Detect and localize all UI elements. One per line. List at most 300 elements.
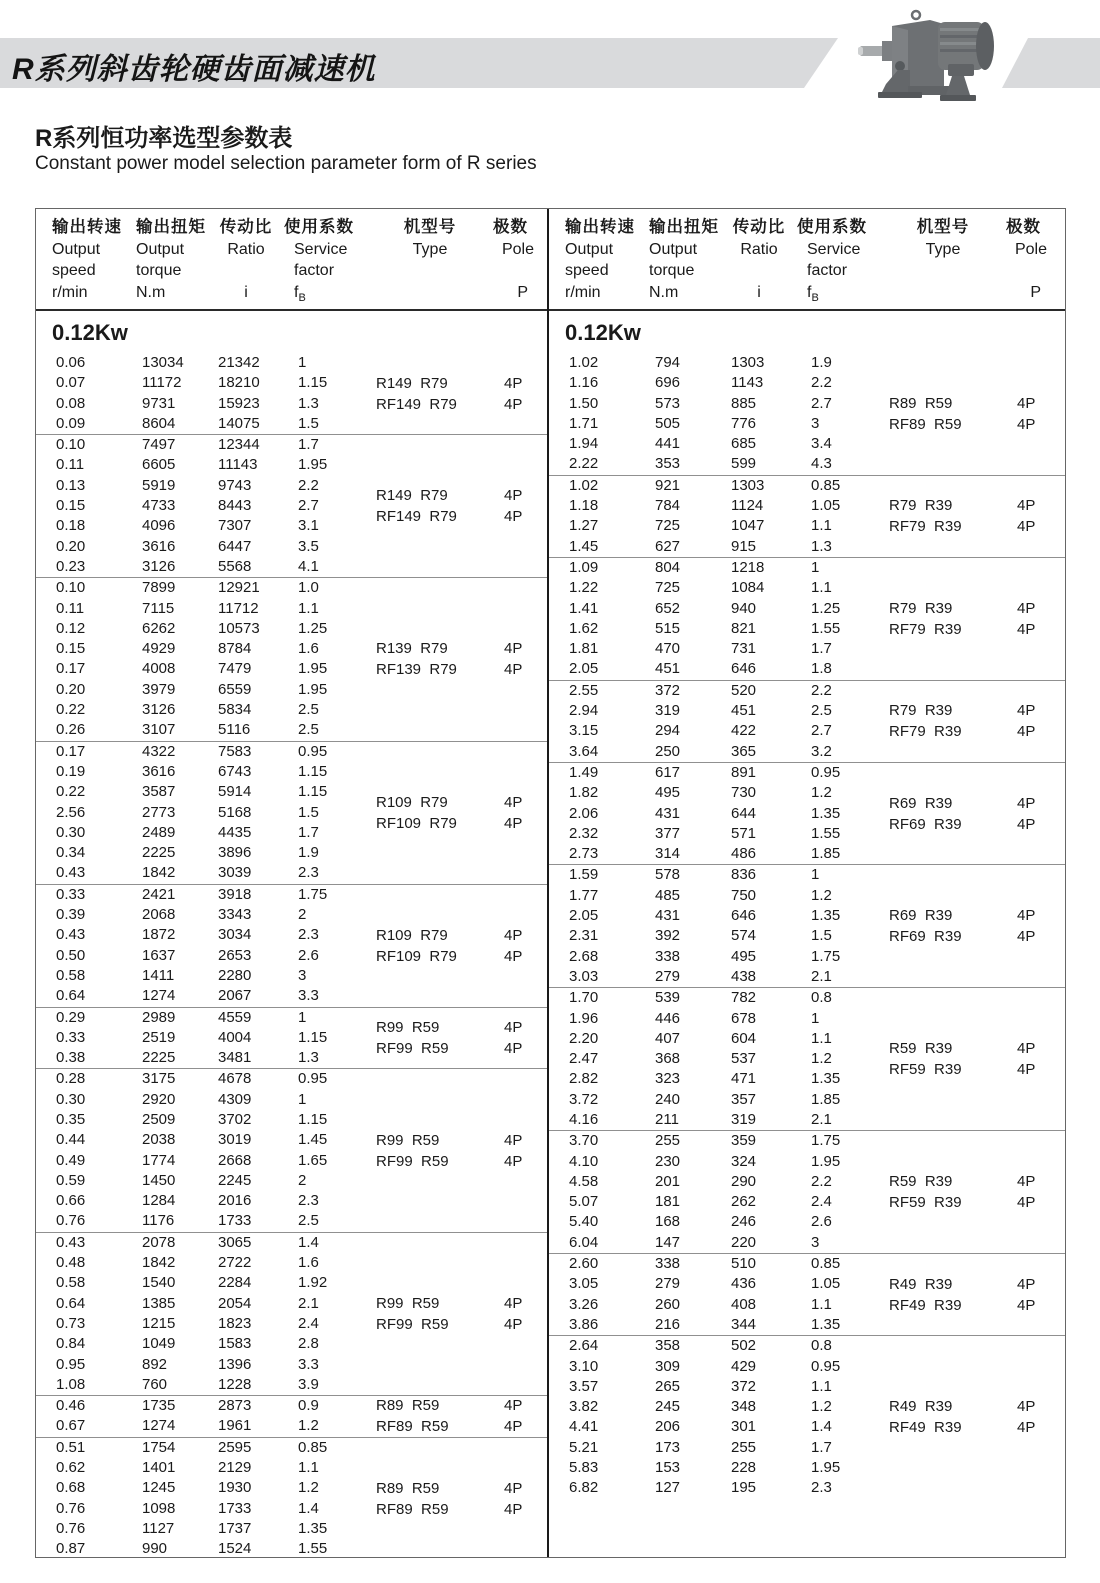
output-speed-value: 2.64	[569, 1337, 599, 1355]
data-row	[36, 1334, 547, 1354]
output-torque-value: 245	[655, 1398, 681, 1416]
output-torque-value: 4096	[142, 517, 176, 535]
service-factor-value: 2.2	[811, 1172, 832, 1190]
service-factor-value: 0.95	[298, 1070, 328, 1088]
output-speed-value: 0.76	[56, 1519, 86, 1537]
output-speed-value: 0.49	[56, 1151, 86, 1169]
service-factor-value: 1.2	[811, 1398, 832, 1416]
output-torque-value: 451	[655, 660, 681, 678]
output-speed-value: 1.50	[569, 394, 599, 412]
service-factor-value: 2.2	[298, 476, 319, 494]
series-banner-title: R系列斜齿轮硬齿面减速机	[12, 53, 376, 86]
output-speed-value: 0.34	[56, 844, 86, 862]
type-group	[36, 577, 547, 740]
data-row	[36, 599, 547, 619]
output-torque-value: 2509	[142, 1110, 176, 1128]
ratio-value: 6743	[218, 762, 252, 780]
type-pole-block	[376, 638, 522, 680]
ratio-value: 1303	[731, 354, 765, 371]
ratio-value: 7307	[218, 517, 252, 535]
output-speed-value: 0.68	[56, 1479, 86, 1497]
output-torque-value: 240	[655, 1090, 681, 1108]
type-label: RF79 R39	[889, 723, 962, 741]
output-torque-value: 3126	[142, 557, 176, 575]
output-torque-value: 617	[655, 763, 681, 781]
output-torque-value: 696	[655, 374, 681, 392]
service-factor-value: 0.9	[298, 1397, 319, 1415]
ratio-value: 12921	[218, 579, 260, 597]
output-torque-value: 173	[655, 1438, 681, 1456]
service-factor-value: 1.15	[298, 783, 328, 801]
output-speed-value: 2.68	[569, 947, 599, 965]
output-speed-value: 5.40	[569, 1213, 599, 1231]
service-factor-value: 1.95	[811, 1459, 841, 1477]
service-factor-value: 2.1	[811, 967, 832, 985]
type-label: R109 R79	[376, 793, 448, 811]
service-factor-value: 0.85	[811, 1255, 841, 1273]
ratio-value: 6447	[218, 537, 252, 555]
pole-label: 4P	[504, 1418, 523, 1436]
ratio-value: 4309	[218, 1090, 252, 1108]
type-label: R109 R79	[376, 926, 448, 944]
data-row	[36, 986, 547, 1006]
ratio-value: 2873	[218, 1397, 252, 1415]
type-group	[36, 1395, 547, 1437]
type-group	[549, 353, 1065, 475]
output-torque-value: 627	[655, 537, 681, 555]
output-torque-value: 353	[655, 455, 681, 473]
type-pole-block	[376, 792, 522, 834]
type-label: RF89 R59	[376, 1418, 449, 1436]
output-torque-value: 515	[655, 619, 681, 637]
data-row	[549, 558, 1065, 578]
ratio-value: 1124	[731, 497, 764, 515]
type-label: RF99 R59	[376, 1152, 449, 1170]
ratio-value: 1733	[218, 1499, 252, 1517]
pole-label: 4P	[504, 1131, 523, 1149]
pole-label: 4P	[504, 640, 523, 658]
output-torque-value: 794	[655, 354, 681, 371]
data-row	[36, 1438, 547, 1458]
output-speed-value: 1.77	[569, 886, 599, 904]
output-torque-value: 4322	[142, 742, 176, 760]
service-factor-value: 1.05	[811, 1275, 841, 1293]
data-row	[549, 1254, 1065, 1274]
output-torque-value: 2920	[142, 1090, 176, 1108]
service-factor-value: 2.3	[298, 1192, 319, 1210]
type-label: R149 R79	[376, 374, 448, 392]
service-factor-value: 4.1	[298, 557, 319, 575]
type-pole-block	[889, 905, 1035, 947]
output-torque-value: 431	[655, 907, 681, 925]
service-factor-value: 1.3	[811, 537, 832, 555]
output-speed-value: 0.26	[56, 721, 86, 739]
output-torque-value: 1176	[142, 1212, 175, 1230]
ratio-value: 5116	[218, 721, 251, 739]
service-factor-value: 1.85	[811, 845, 841, 863]
service-factor-value: 4.3	[811, 455, 832, 473]
output-torque-value: 255	[655, 1132, 681, 1150]
type-pole-block	[889, 1171, 1035, 1213]
data-row	[549, 681, 1065, 701]
service-factor-value: 1.35	[298, 1519, 328, 1537]
service-factor-value: 0.95	[811, 763, 841, 781]
service-factor-value: 1.6	[298, 1254, 319, 1272]
output-speed-value: 1.71	[569, 414, 599, 432]
pole-label: 4P	[504, 395, 523, 413]
service-factor-value: 1.35	[811, 907, 841, 925]
data-row	[36, 1519, 547, 1539]
type-label: R89 R59	[376, 1397, 440, 1415]
output-speed-value: 1.82	[569, 784, 599, 802]
output-speed-value: 0.22	[56, 701, 86, 719]
output-torque-value: 1872	[142, 926, 176, 944]
service-factor-value: 1.1	[811, 1029, 832, 1047]
ratio-value: 2668	[218, 1151, 252, 1169]
type-label: R139 R79	[376, 640, 448, 658]
data-row	[36, 966, 547, 986]
output-torque-value: 2068	[142, 906, 176, 924]
output-torque-value: 206	[655, 1418, 681, 1436]
output-speed-value: 1.09	[569, 558, 599, 576]
output-speed-value: 0.12	[56, 619, 86, 637]
service-factor-value: 1	[811, 1009, 820, 1027]
output-torque-value: 147	[655, 1233, 681, 1251]
service-factor-value: 3	[811, 414, 820, 432]
output-torque-value: 309	[655, 1357, 681, 1375]
type-label: RF59 R39	[889, 1061, 962, 1079]
output-torque-value: 392	[655, 927, 681, 945]
service-factor-value: 3.9	[298, 1375, 319, 1393]
type-pole-block	[376, 1130, 522, 1172]
pole-label: 4P	[504, 814, 523, 832]
output-torque-value: 441	[655, 435, 681, 453]
output-speed-value: 0.15	[56, 640, 86, 658]
output-torque-value: 265	[655, 1377, 681, 1395]
service-factor-value: 1.1	[298, 1459, 319, 1477]
output-speed-value: 1.94	[569, 435, 599, 453]
output-speed-value: 0.76	[56, 1499, 86, 1517]
service-factor-value: 2.5	[298, 721, 319, 739]
type-group	[549, 1253, 1065, 1335]
output-speed-value: 0.07	[56, 374, 86, 392]
type-label: R79 R39	[889, 599, 953, 617]
output-speed-value: 0.20	[56, 537, 86, 555]
data-row	[36, 435, 547, 455]
ratio-value: 1047	[731, 517, 765, 535]
output-speed-value: 0.20	[56, 680, 86, 698]
output-torque-value: 2038	[142, 1131, 176, 1149]
output-speed-value: 0.50	[56, 946, 86, 964]
output-torque-value: 2225	[142, 844, 176, 862]
service-factor-value: 3.3	[298, 1355, 319, 1373]
ratio-value: 2653	[218, 946, 252, 964]
data-row	[36, 1253, 547, 1273]
output-speed-value: 1.70	[569, 989, 599, 1007]
pole-label: 4P	[1017, 599, 1036, 617]
output-torque-value: 4733	[142, 497, 176, 515]
data-row	[36, 1171, 547, 1191]
data-row	[549, 1377, 1065, 1397]
output-speed-value: 1.02	[569, 476, 599, 494]
output-speed-value: 1.18	[569, 497, 599, 515]
ratio-value: 429	[731, 1357, 757, 1375]
output-torque-value: 358	[655, 1337, 681, 1355]
output-torque-value: 1098	[142, 1499, 176, 1517]
pole-label: 4P	[504, 947, 523, 965]
output-speed-value: 0.64	[56, 1294, 86, 1312]
pole-label: 4P	[1017, 1275, 1036, 1293]
col-header-type: 机型号 Type	[403, 218, 457, 258]
ratio-value: 599	[731, 455, 757, 473]
col-header-service-factor: 使用系数 Service factor $f_B$	[797, 218, 867, 304]
output-speed-value: 2.94	[569, 702, 599, 720]
service-factor-value: 3.2	[811, 742, 832, 760]
ratio-value: 18210	[218, 374, 260, 392]
output-speed-value: 1.27	[569, 517, 599, 535]
data-row	[549, 886, 1065, 906]
ratio-value: 2280	[218, 966, 252, 984]
data-row	[36, 863, 547, 883]
service-factor-value: 2.2	[811, 374, 832, 392]
output-torque-value: 11172	[142, 374, 182, 392]
output-torque-value: 1842	[142, 1254, 176, 1272]
output-torque-value: 784	[655, 497, 681, 515]
output-speed-value: 0.22	[56, 783, 86, 801]
output-torque-value: 578	[655, 866, 681, 884]
output-speed-value: 3.70	[569, 1132, 599, 1150]
ratio-value: 255	[731, 1438, 757, 1456]
output-speed-value: 0.28	[56, 1070, 86, 1088]
output-speed-value: 4.58	[569, 1172, 599, 1190]
ratio-value: 451	[731, 702, 757, 720]
ratio-value: 685	[731, 435, 757, 453]
type-pole-block	[376, 1478, 522, 1520]
banner-accent-strip	[1002, 38, 1100, 88]
output-torque-value: 6262	[142, 619, 176, 637]
output-torque-value: 652	[655, 599, 681, 617]
col-header-ratio: 传动比 Ratio i	[219, 218, 273, 301]
output-speed-value: 0.62	[56, 1459, 86, 1477]
type-pole-block	[376, 925, 522, 967]
right-groups	[549, 353, 1065, 1499]
type-pole-block	[889, 1396, 1035, 1438]
pole-label: 4P	[504, 1018, 523, 1036]
output-torque-value: 725	[655, 579, 681, 597]
type-label: RF149 R79	[376, 508, 457, 526]
output-speed-value: 0.11	[56, 599, 85, 617]
pole-label: 4P	[504, 1294, 523, 1312]
data-row	[36, 1375, 547, 1395]
ratio-value: 14075	[218, 414, 260, 432]
type-pole-block	[376, 373, 522, 415]
type-group	[36, 434, 547, 577]
output-speed-value: 1.62	[569, 619, 599, 637]
pole-label: 4P	[504, 661, 523, 679]
output-torque-value: 1450	[142, 1171, 176, 1189]
service-factor-value: 2.3	[298, 864, 319, 882]
ratio-value: 836	[731, 866, 757, 884]
output-speed-value: 6.82	[569, 1479, 599, 1497]
data-row	[549, 1110, 1065, 1130]
ratio-value: 438	[731, 967, 757, 985]
output-speed-value: 0.08	[56, 394, 86, 412]
ratio-value: 1228	[218, 1375, 252, 1393]
output-speed-value: 1.49	[569, 763, 599, 781]
data-row	[36, 1090, 547, 1110]
output-torque-value: 1637	[142, 946, 176, 964]
ratio-value: 7583	[218, 742, 252, 760]
service-factor-value: 1.8	[811, 660, 832, 678]
ratio-value: 324	[731, 1152, 757, 1170]
type-pole-block	[889, 700, 1035, 742]
data-row	[36, 537, 547, 557]
type-group	[36, 1232, 547, 1395]
data-row	[549, 434, 1065, 454]
type-pole-block	[376, 485, 522, 527]
pole-label: 4P	[1017, 815, 1036, 833]
output-speed-value: 1.41	[569, 599, 599, 617]
service-factor-value: 1.5	[298, 414, 319, 432]
output-speed-value: 0.59	[56, 1171, 86, 1189]
ratio-value: 3343	[218, 906, 252, 924]
ratio-value: 486	[731, 845, 757, 863]
type-label: RF49 R39	[889, 1296, 962, 1314]
data-row	[549, 1315, 1065, 1335]
pole-label: 4P	[504, 508, 523, 526]
output-torque-value: 3616	[142, 762, 176, 780]
service-factor-value: 3	[811, 1233, 820, 1251]
ratio-value: 344	[731, 1315, 757, 1333]
data-row	[36, 1191, 547, 1211]
service-factor-value: 1.2	[298, 1479, 319, 1497]
power-section-label: 0.12Kw	[52, 320, 128, 345]
col-header-ratio: 传动比 Ratio i	[732, 218, 786, 301]
data-row	[36, 1273, 547, 1293]
service-factor-value: 0.85	[298, 1438, 328, 1456]
service-factor-value: 1.95	[298, 660, 328, 678]
pole-label: 4P	[1017, 1173, 1036, 1191]
output-speed-value: 0.39	[56, 906, 86, 924]
output-speed-value: 3.86	[569, 1315, 599, 1333]
output-speed-value: 6.04	[569, 1233, 599, 1251]
output-speed-value: 0.17	[56, 742, 86, 760]
ratio-value: 782	[731, 989, 757, 1007]
ratio-value: 730	[731, 784, 757, 802]
type-pole-block	[376, 1017, 522, 1059]
ratio-value: 5568	[218, 557, 252, 575]
data-row	[549, 1009, 1065, 1029]
output-torque-value: 1049	[142, 1335, 176, 1353]
output-torque-value: 250	[655, 742, 681, 760]
ratio-value: 4678	[218, 1070, 252, 1088]
service-factor-value: 2.5	[298, 1212, 319, 1230]
service-factor-value: 2.7	[811, 722, 832, 740]
ratio-value: 1084	[731, 579, 765, 597]
output-speed-value: 0.95	[56, 1355, 86, 1373]
data-row	[36, 1539, 547, 1559]
output-torque-value: 1401	[142, 1459, 176, 1477]
ratio-value: 3481	[218, 1049, 252, 1067]
pole-label: 4P	[1017, 620, 1036, 638]
service-factor-value: 1.2	[811, 784, 832, 802]
data-row	[36, 905, 547, 925]
output-speed-value: 0.67	[56, 1417, 86, 1435]
data-row	[549, 763, 1065, 783]
type-pole-block	[889, 1274, 1035, 1316]
ratio-value: 4004	[218, 1028, 252, 1046]
service-factor-value: 1.25	[298, 619, 328, 637]
service-factor-value: 2.3	[298, 926, 319, 944]
ratio-value: 9743	[218, 476, 252, 494]
output-torque-value: 2989	[142, 1008, 176, 1026]
ratio-value: 1524	[218, 1540, 252, 1558]
ratio-value: 4559	[218, 1008, 252, 1026]
service-factor-value: 2.7	[811, 394, 832, 412]
ratio-value: 5168	[218, 803, 252, 821]
col-header-output-torque: 输出扭矩 Output torque N.m	[136, 218, 206, 301]
service-factor-value: 1.75	[811, 1132, 841, 1150]
ratio-value: 359	[731, 1132, 757, 1150]
output-torque-value: 1274	[142, 1417, 176, 1435]
output-torque-value: 1411	[142, 966, 175, 984]
service-factor-value: 1.1	[811, 579, 832, 597]
type-pole-block	[889, 598, 1035, 640]
output-speed-value: 0.11	[56, 456, 85, 474]
ratio-value: 1583	[218, 1335, 252, 1353]
data-row	[36, 414, 547, 434]
type-label: R99 R59	[376, 1131, 440, 1149]
service-factor-value: 3.5	[298, 537, 319, 555]
ratio-value: 3039	[218, 864, 252, 882]
output-torque-value: 216	[655, 1315, 681, 1333]
ratio-value: 12344	[218, 436, 260, 454]
ratio-value: 2595	[218, 1438, 252, 1456]
type-group	[549, 1130, 1065, 1253]
output-torque-value: 1284	[142, 1192, 176, 1210]
type-label: RF149 R79	[376, 395, 457, 413]
ratio-value: 6559	[218, 680, 252, 698]
data-row	[36, 557, 547, 577]
output-speed-value: 0.18	[56, 517, 86, 535]
output-torque-value: 446	[655, 1009, 681, 1027]
type-label: RF59 R39	[889, 1194, 962, 1212]
ratio-value: 4435	[218, 823, 252, 841]
data-row	[549, 967, 1065, 987]
ratio-value: 1218	[731, 558, 765, 576]
pole-label: 4P	[504, 374, 523, 392]
output-torque-value: 3979	[142, 680, 176, 698]
service-factor-value: 2.5	[298, 701, 319, 719]
data-row	[36, 700, 547, 720]
type-label: RF99 R59	[376, 1039, 449, 1057]
type-label: R69 R39	[889, 907, 953, 925]
service-factor-value: 1.35	[811, 804, 841, 822]
type-group	[36, 1068, 547, 1231]
data-row	[549, 659, 1065, 679]
ratio-value: 2284	[218, 1274, 252, 1292]
data-row	[36, 619, 547, 639]
service-factor-value: 1	[298, 1090, 307, 1108]
ratio-value: 1143	[731, 374, 764, 392]
output-speed-value: 0.33	[56, 1028, 86, 1046]
output-speed-value: 0.58	[56, 966, 86, 984]
output-torque-value: 338	[655, 947, 681, 965]
output-torque-value: 323	[655, 1070, 681, 1088]
service-factor-value: 1.7	[298, 823, 319, 841]
output-speed-value: 1.02	[569, 354, 599, 371]
ratio-value: 2016	[218, 1192, 252, 1210]
